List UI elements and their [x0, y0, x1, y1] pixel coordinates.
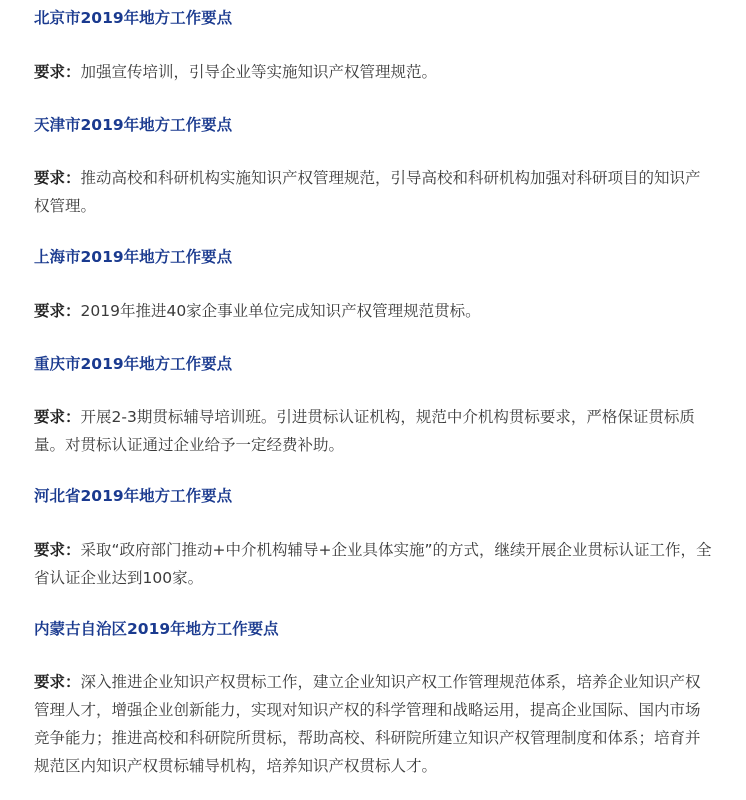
- requirement-text: 开展2-3期贯标辅导培训班。引进贯标认证机构，规范中介机构贯标要求，严格保证贯标质量。对贯标认证通过企业给予一定经费补助。: [34, 408, 695, 454]
- section-body-beijing: [34, 58, 712, 86]
- section-heading-beijing: 北京市2019年地方工作要点: [34, 9, 233, 27]
- requirement-label: 要求：: [34, 541, 81, 559]
- requirement-label: 要求：: [34, 302, 81, 320]
- requirement-text: 推动高校和科研机构实施知识产权管理规范，引导高校和科研机构加强对科研项目的知识产权管理。: [34, 169, 701, 215]
- requirement-text: 加强宣传培训，引导企业等实施知识产权管理规范。: [80, 63, 438, 81]
- section-body-inner-mongolia: [34, 668, 712, 780]
- section-heading-tianjin: 天津市2019年地方工作要点: [34, 116, 233, 134]
- requirement-label: 要求：: [34, 63, 81, 81]
- section-heading-chongqing: 重庆市2019年地方工作要点: [34, 355, 233, 373]
- section-body-chongqing: [34, 403, 712, 459]
- section-heading-shanghai: 上海市2019年地方工作要点: [34, 248, 233, 266]
- section-body-hebei: [34, 536, 712, 592]
- requirement-label: 要求：: [34, 408, 81, 426]
- requirement-text: 2019年推进40家企事业单位完成知识产权管理规范贯标。: [80, 302, 481, 320]
- section-body-shanghai: [34, 297, 712, 325]
- requirement-text: 采取“政府部门推动+中介机构辅导+企业具体实施”的方式，继续开展企业贯标认证工作，全省认证企业达到100家。: [34, 541, 712, 587]
- section-heading-hebei: 河北省2019年地方工作要点: [34, 487, 233, 505]
- requirement-label: 要求：: [34, 673, 81, 691]
- requirement-text: 深入推进企业知识产权贯标工作，建立企业知识产权工作管理规范体系，培养企业知识产权管理人才，增强企业创新能力，实现对知识产权的科学管理和战略运用，提高企业国际、国内市场竞争能力；推进高校和科研院所贯标，帮助高校、科研院所建立知识产权管理制度和体系；培育并规范区内知识产权贯标辅导机构，培养知识产权贯标人才。: [34, 673, 701, 775]
- section-heading-inner-mongolia: 内蒙古自治区2019年地方工作要点: [34, 620, 279, 638]
- requirement-label: 要求：: [34, 169, 81, 187]
- section-body-tianjin: [34, 164, 712, 220]
